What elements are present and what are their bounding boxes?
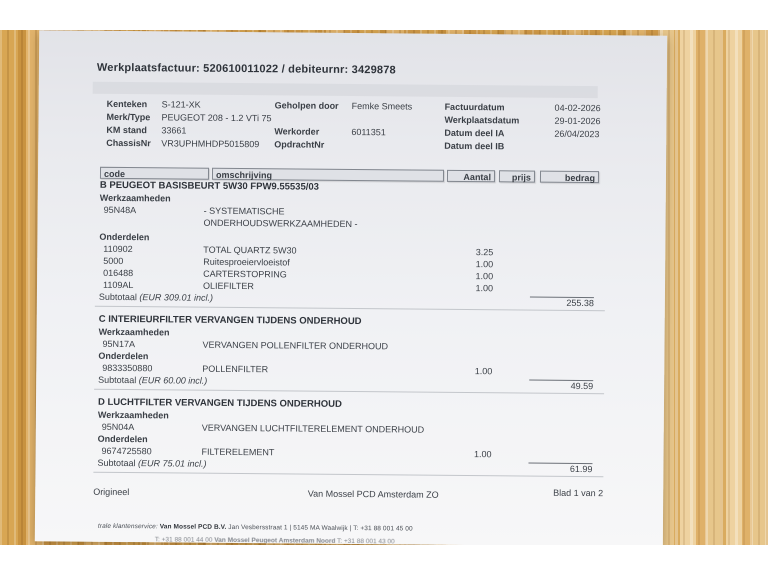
desk-photo (0, 30, 768, 545)
part-desc: Ruitesproeiervloeistof (203, 256, 290, 268)
dealer-name: Van Mossel PCD Amsterdam ZO (307, 488, 439, 500)
kenteken-value: S-121-XK (161, 99, 201, 110)
opdrachtnr-value (351, 139, 444, 153)
company-name: Van Mossel PCD B.V. (159, 523, 227, 531)
part-code: 9833350880 (102, 362, 153, 374)
werkzaamheden-heading: Werkzaamheden (98, 326, 170, 338)
origineel-label: Origineel (93, 486, 130, 498)
werk-desc: VERVANGEN POLLENFILTER ONDERHOUD (202, 339, 389, 352)
werk-desc-line2: ONDERHOUDSWERKZAAMHEDEN - (203, 217, 358, 230)
part-desc: POLLENFILTER (202, 363, 269, 375)
datum-deel-ia-label: Datum deel IA (444, 127, 505, 139)
klantenservice-label: trale klantenservice: (97, 522, 160, 531)
part-code: 110902 (103, 243, 133, 255)
km-stand-label: KM stand (106, 124, 147, 136)
werkorder-label: Werkorder (274, 126, 320, 137)
subtotal-note: (EUR 60.00 incl.) (138, 375, 208, 386)
werkplaatsdatum-label: Werkplaatsdatum (444, 114, 520, 126)
section-c (94, 313, 605, 394)
subtotal-label: Subtotaal (98, 291, 137, 303)
part-qty: 3.25 (475, 247, 494, 258)
merk-type-label: Merk/Type (106, 111, 151, 123)
chassisnr-label: ChassisNr (106, 137, 151, 149)
part-code: 5000 (103, 255, 124, 267)
smallprint-line1 (98, 523, 638, 535)
subtotal-note: (EUR 75.01 incl.) (137, 458, 207, 469)
company-address: Jan Vesbersstraat 1 | 5145 MA Waalwijk | T: +31 88 001 45 00 (226, 523, 413, 533)
column-header-code: code (100, 167, 209, 180)
part-code: 016488 (103, 267, 134, 279)
datum-deel-ia-value: 26/04/2023 (554, 128, 600, 140)
werk-desc: - SYSTEMATISCHE (203, 205, 285, 217)
part-qty: 1.00 (475, 259, 494, 270)
factuurdatum-label: Factuurdatum (444, 101, 505, 113)
column-header-aantal: Aantal (447, 170, 495, 182)
werk-code: 95N17A (102, 338, 136, 350)
part-qty: 1.00 (473, 449, 492, 460)
part-desc: OLIEFILTER (202, 280, 254, 292)
wood-desk-surface (660, 30, 768, 545)
subtotal-row-d (93, 457, 603, 477)
onderdelen-heading: Onderdelen (99, 231, 150, 243)
company-name-2: Van Mossel Peugeot Amsterdam Noord (214, 536, 336, 545)
werk-code: 95N04A (101, 421, 135, 433)
part-desc: CARTERSTOPRING (203, 268, 287, 280)
section-b (95, 179, 606, 311)
subtotal-label: Subtotaal (97, 457, 136, 469)
invoice-title: Werkplaatsfactuur: 520610011022 / debiteurnr: 3429878 (96, 61, 396, 77)
page-indicator: Blad 1 van 2 (553, 487, 604, 499)
geholpen-door-value: Femke Smeets (351, 100, 413, 112)
werk-code: 95N48A (103, 204, 137, 216)
datum-deel-ib-value (554, 141, 606, 154)
subtotal-label: Subtotaal (98, 374, 137, 386)
part-desc: TOTAL QUARTZ 5W30 (203, 244, 297, 256)
subtotal-amount: 61.99 (528, 463, 592, 476)
smallprint-line2: T: +31 88 001 44 00 Van Mossel Peugeot Amsterdam Noord T: +31 88 001 43 00 (154, 536, 395, 545)
geholpen-door-label: Geholpen door (274, 100, 339, 111)
part-qty: 1.00 (475, 271, 494, 282)
part-code: 1109AL (102, 279, 134, 291)
invoice-document (35, 30, 667, 545)
werkzaamheden-heading: Werkzaamheden (97, 409, 169, 421)
part-qty: 1.00 (474, 366, 493, 377)
section-b-header: B PEUGEOT BASISBEURT 5W30 FPW9.55535/03 (99, 179, 320, 193)
scan-shadow-band (93, 82, 598, 98)
datum-deel-ib-label: Datum deel IB (444, 140, 505, 152)
section-c-header: C INTERIEURFILTER VERVANGEN TIJDENS ONDERHOUD (98, 313, 362, 328)
part-code: 9674725580 (101, 445, 152, 457)
factuurdatum-value: 04-02-2026 (554, 102, 601, 114)
onderdelen-heading: Onderdelen (98, 350, 149, 362)
chassisnr-value: VR3UPHMHDP5015809 (161, 138, 260, 150)
column-header-prijs: prijs (499, 170, 535, 182)
subtotal-amount: 49.59 (529, 380, 593, 393)
section-d (93, 396, 604, 477)
part-qty: 1.00 (475, 283, 494, 294)
werkzaamheden-heading: Werkzaamheden (99, 192, 171, 204)
column-header-bedrag: bedrag (540, 171, 599, 184)
werkorder-value: 6011351 (351, 126, 386, 138)
km-stand-value: 33661 (161, 125, 187, 136)
page-footer (93, 487, 603, 501)
column-header-omschrijving: omschrijving (212, 168, 444, 182)
invoice-meta (96, 98, 606, 154)
werkplaatsdatum-value: 29-01-2026 (554, 115, 601, 127)
kenteken-label: Kenteken (106, 98, 148, 110)
werk-desc: VERVANGEN LUCHTFILTERELEMENT ONDERHOUD (201, 422, 425, 435)
subtotal-note: (EUR 309.01 incl.) (139, 292, 214, 303)
section-d-header: D LUCHTFILTER VERVANGEN TIJDENS ONDERHOUD (97, 396, 342, 410)
merk-type-value: PEUGEOT 208 - 1.2 VTi 75 (161, 112, 272, 124)
onderdelen-heading: Onderdelen (97, 433, 148, 445)
opdrachtnr-label: OpdrachtNr (274, 139, 325, 150)
subtotal-amount: 255.38 (530, 297, 594, 310)
part-desc: FILTERELEMENT (201, 446, 275, 458)
